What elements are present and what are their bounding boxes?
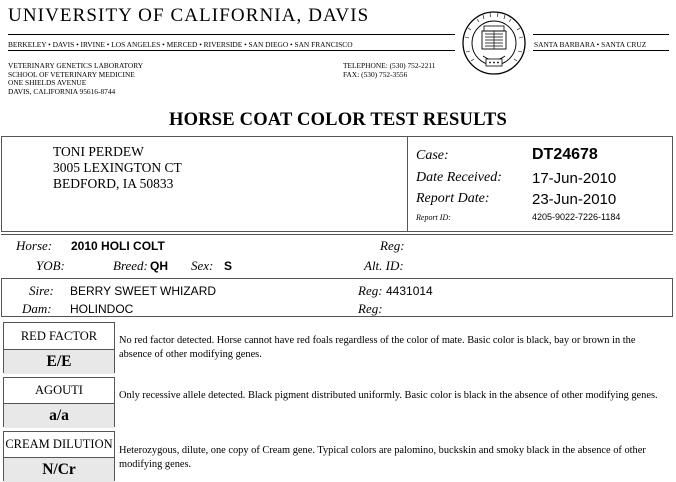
breed-label: Breed: [113,258,148,273]
gene-genotype: a/a [4,404,114,428]
owner-address [53,144,182,192]
dam-label: Dam: [22,301,52,316]
report-date-label: Report Date: [416,191,490,206]
report-date-value: 23-Jun-2010 [532,191,617,208]
sire-reg-value: 4431014 [386,284,433,298]
lab-name: VETERINARY GENETICS LABORATORY [8,61,144,70]
header-rule-bottom-left [8,50,455,51]
horse-label: Horse: [16,238,53,253]
owner-name: TONI PERDEW [53,144,144,159]
dam-reg-label: Reg: [358,301,383,316]
gene-name: RED FACTOR [4,323,114,350]
gene-result-red-factor [3,322,115,373]
lab-contact [343,62,436,79]
report-title: HORSE COAT COLOR TEST RESULTS [169,110,507,130]
lab-telephone: TELEPHONE: (530) 752-2211 [343,61,436,70]
horse-section-rule [1,234,673,235]
header-rule-bottom-right [533,50,669,51]
reg-label: Reg: [380,238,405,253]
sire-label: Sire: [29,283,54,298]
report-id-label: Report ID: [416,213,451,222]
report-id-value: 4205-9022-7226-1184 [532,212,621,222]
dam-name: HOLINDOC [70,302,134,316]
gene-description-cream-dilution: Heterozygous, dilute, one copy of Cream gene. Typical colors are palomino, buckskin and smoky black in the absence of other modifying genes. [119,445,646,470]
owner-city: BEDFORD, IA 50833 [53,176,174,191]
lab-address [8,62,143,96]
yob-label: YOB: [36,258,65,273]
sire-name: BERRY SWEET WHIZARD [70,284,217,298]
owner-street: 3005 LEXINGTON CT [53,160,182,175]
lab-street: ONE SHIELDS AVENUE [8,78,87,88]
case-label: Case: [416,148,449,163]
alt-id-label: Alt. ID: [364,258,404,273]
gene-result-cream-dilution [3,431,115,481]
university-title: UNIVERSITY OF CALIFORNIA, DAVIS [8,5,370,26]
gene-result-agouti [3,377,115,427]
date-received-label: Date Received: [416,170,502,185]
breed-value: QH [150,259,168,273]
date-received-value: 17-Jun-2010 [532,170,617,187]
gene-genotype: N/Cr [4,458,114,482]
lab-city: DAVIS, CALIFORNIA 95616-8744 [8,86,116,96]
university-seal-icon [455,10,533,76]
gene-name: CREAM DILUTION [4,432,114,458]
header-rule-top-right [533,34,669,35]
gene-genotype: E/E [4,350,114,374]
header-rule-top-left [8,34,455,35]
lab-fax: FAX: (530) 752-3556 [343,69,408,79]
campus-list-left: BERKELEY • DAVIS • IRVINE • LOS ANGELES • MERCED • RIVERSIDE • SAN DIEGO • SAN FRANCISCO [8,40,353,49]
gene-name: AGOUTI [4,378,114,404]
horse-name: 2010 HOLI COLT [71,239,165,253]
lab-school: SCHOOL OF VETERINARY MEDICINE [8,69,135,79]
sex-label: Sex: [191,258,214,273]
case-number: DT24678 [532,146,598,163]
sex-value: S [224,259,233,273]
gene-description-agouti: Only recessive allele detected. Black pigment distributed uniformly. Basic color is black in the absence of other modifying genes. [119,390,658,401]
gene-description-red-factor: No red factor detected. Horse cannot have red foals regardless of the color of mate. Basic color is black, bay or brown in the absence of other modifying genes. [119,335,636,360]
owner-case-divider [407,136,408,232]
campus-list-right: SANTA BARBARA • SANTA CRUZ [534,40,647,49]
sire-reg-label: Reg: [358,283,383,298]
